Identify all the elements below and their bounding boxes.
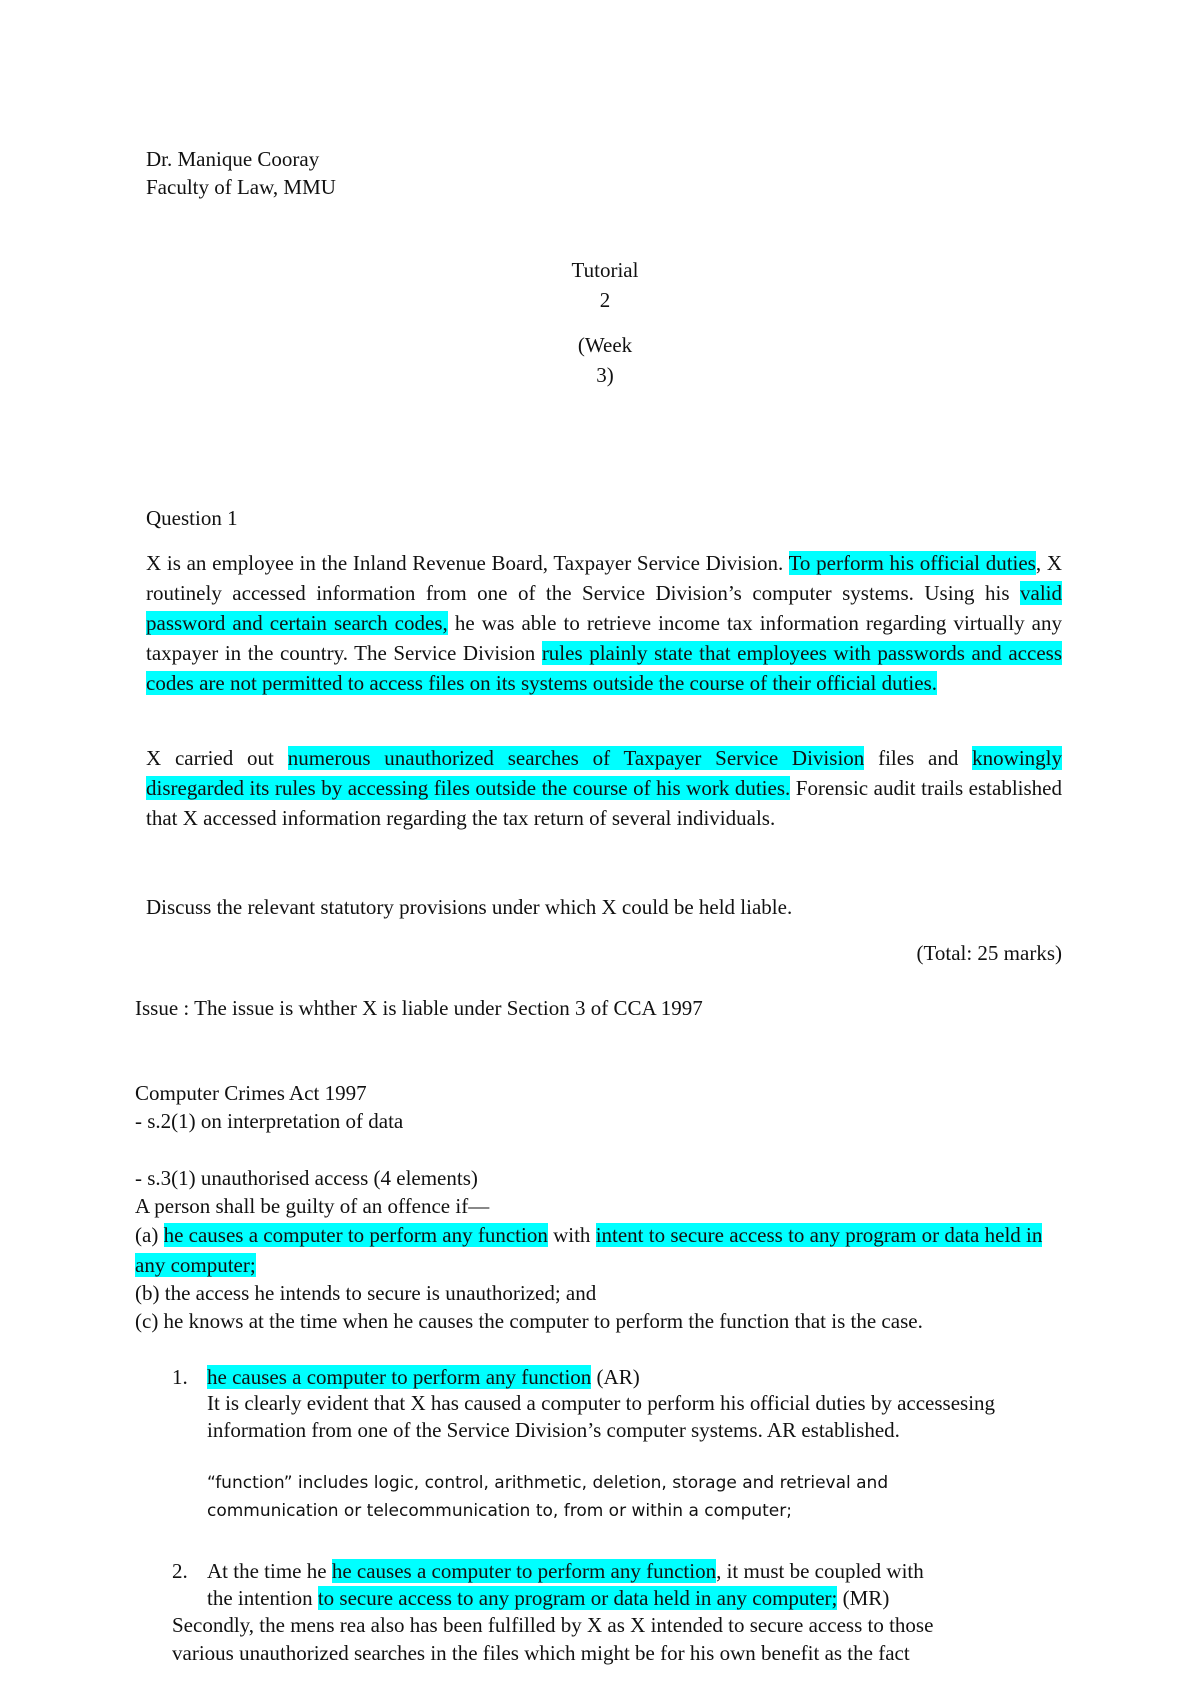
- list-item-2-mid: , it must be coupled with: [716, 1559, 924, 1583]
- closing-line-2: various unauthorized searches in the files which might be for his own benefit as the fact: [172, 1641, 910, 1665]
- question-heading: Question 1: [146, 506, 238, 530]
- p2-highlight-rules: knowingly disregarded its rules by accessing files outside the course of his work duties.: [146, 746, 1062, 800]
- title-line-3: (Week: [577, 333, 633, 357]
- week-label: [500, 330, 710, 390]
- p2-text-a: X carried out: [146, 746, 288, 770]
- element-c: (c) he knows at the time when he causes the computer to perform the function that is the case.: [135, 1309, 923, 1333]
- title-line-4: 3): [596, 363, 614, 387]
- p1-highlight-password: valid password and certain search codes,: [146, 581, 1062, 635]
- element-a-mid: with: [547, 1223, 596, 1247]
- total-marks: (Total: 25 marks): [916, 941, 1062, 965]
- question-paragraph-1: [146, 548, 1062, 698]
- issue-statement: Issue : The issue is whther X is liable under Section 3 of CCA 1997: [135, 996, 703, 1020]
- list-item-1-body: It is clearly evident that X has caused a computer to perform his official duties by accessesing information from one of the Service Division’s computer systems. AR established.: [207, 1391, 996, 1442]
- list-item-2-number: 2.: [172, 1559, 188, 1583]
- p1-text-c: , X routinely accessed information from one of the Service Division’s computer systems. Using his: [146, 551, 1062, 605]
- p2-text-c: files and: [864, 746, 973, 770]
- p1-highlight-rules: rules plainly state that employees with passwords and access codes are not permitted to access files on its systems outside the course of their official duties.: [146, 641, 1062, 695]
- question-paragraph-3: Discuss the relevant statutory provisions under which X could be held liable.: [146, 895, 793, 919]
- list-item-1-heading: [207, 1362, 640, 1392]
- section-3-1: - s.3(1) unauthorised access (4 elements): [135, 1166, 478, 1190]
- list-item-2-line-2: [207, 1583, 889, 1613]
- title-line-1: Tutorial: [571, 258, 639, 282]
- author-affiliation: Faculty of Law, MMU: [146, 175, 336, 199]
- p1-text-e: he was able to retrieve income tax information regarding virtually any taxpayer in the country. The Service Division: [146, 611, 1062, 665]
- list-item-2-highlight-intent: to secure access to any program or data held in any computer;: [317, 1586, 838, 1610]
- list-item-2-pre: At the time he: [207, 1559, 332, 1583]
- p1-highlight-duties: To perform his official duties: [788, 551, 1036, 575]
- list-item-1-highlight: he causes a computer to perform any function: [207, 1365, 592, 1389]
- list-item-2-highlight-function: he causes a computer to perform any function: [331, 1559, 717, 1583]
- list-item-2-pre2: the intention: [207, 1586, 318, 1610]
- function-definition-line-1: “function” includes logic, control, arithmetic, deletion, storage and retrieval and: [207, 1473, 889, 1493]
- element-a: [135, 1220, 1070, 1280]
- p2-highlight-searches: numerous unauthorized searches of Taxpayer Service Division: [287, 746, 865, 770]
- tutorial-title: [500, 255, 710, 315]
- list-item-1-number: 1.: [172, 1365, 188, 1389]
- question-paragraph-2: [146, 743, 1062, 833]
- p1-text-a: X is an employee in the Inland Revenue Board, Taxpayer Service Division.: [146, 551, 789, 575]
- list-item-2-tag: (MR): [837, 1586, 890, 1610]
- act-title: Computer Crimes Act 1997: [135, 1081, 367, 1105]
- title-line-2: 2: [599, 288, 611, 312]
- element-a-label: (a): [135, 1223, 164, 1247]
- offence-intro: A person shall be guilty of an offence if—: [135, 1194, 490, 1218]
- element-a-highlight-function: he causes a computer to perform any function: [163, 1223, 548, 1247]
- function-definition-line-2: communication or telecommunication to, from or within a computer;: [207, 1501, 792, 1521]
- p2-text-e: Forensic audit trails established that X accessed information regarding the tax return of several individuals.: [146, 776, 1062, 830]
- list-item-1-tag: (AR): [591, 1365, 640, 1389]
- list-item-2-line-1: [207, 1556, 924, 1586]
- element-a-highlight-intent: intent to secure access to any program or data held in any computer;: [135, 1223, 1043, 1277]
- closing-line-1: Secondly, the mens rea also has been fulfilled by X as X intended to secure access to those: [172, 1613, 934, 1637]
- element-b: (b) the access he intends to secure is unauthorized; and: [135, 1281, 597, 1305]
- section-2-1: - s.2(1) on interpretation of data: [135, 1109, 404, 1133]
- author-name: Dr. Manique Cooray: [146, 147, 320, 171]
